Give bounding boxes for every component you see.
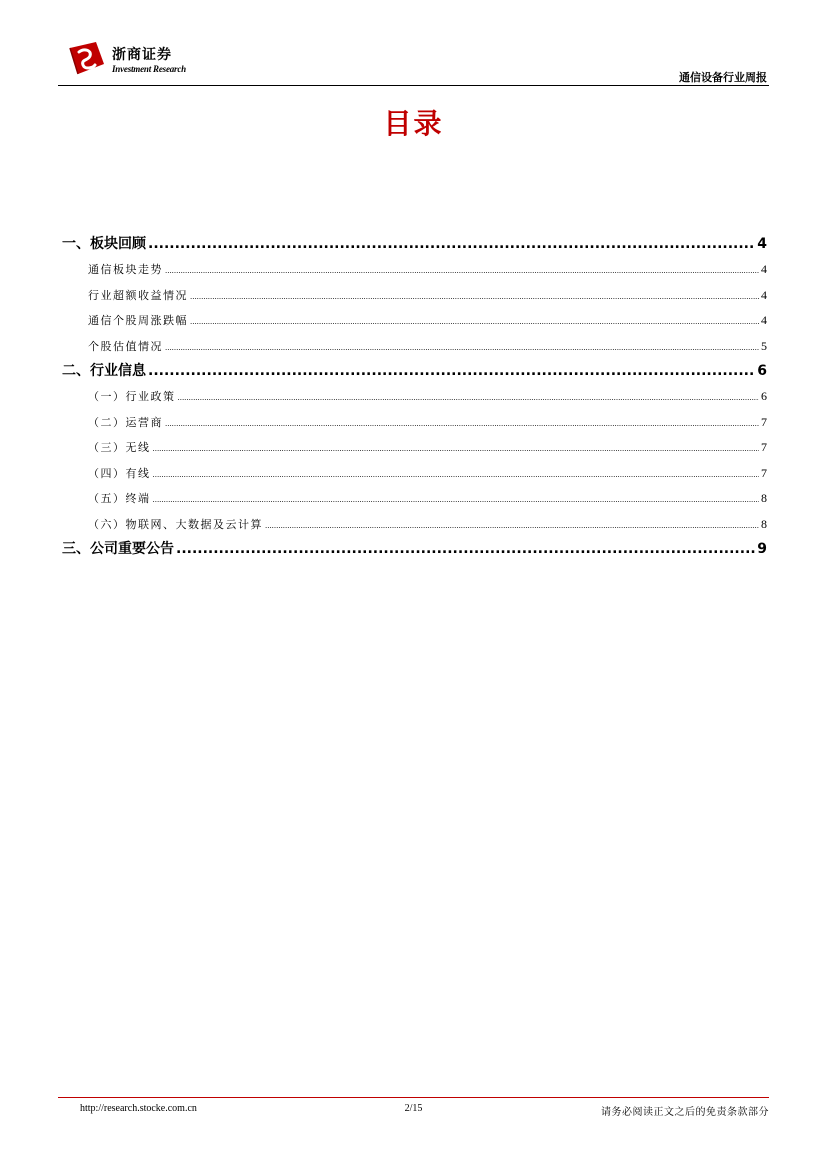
toc-entry-title: （四）有线 bbox=[88, 466, 151, 480]
toc-entry-title: （三）无线 bbox=[88, 441, 151, 454]
toc-entry-title: （五）终端 bbox=[88, 492, 151, 505]
toc-entry-title: 一、板块回顾 bbox=[62, 236, 146, 252]
toc-entry-valuation[interactable] bbox=[62, 334, 767, 360]
toc-entry-operators[interactable] bbox=[62, 410, 767, 436]
report-type: 通信设备行业周报 bbox=[679, 71, 767, 84]
toc-entry-page: 4 bbox=[757, 236, 767, 252]
toc-entry-title: （二）运营商 bbox=[88, 415, 163, 429]
toc-leader-dots bbox=[190, 285, 759, 311]
toc-leader-dots bbox=[178, 386, 760, 412]
brand-name-en: Investment Research bbox=[112, 64, 186, 74]
toc-entry-title: 行业超额收益情况 bbox=[88, 288, 188, 302]
toc-entry-weekly-change[interactable] bbox=[62, 308, 767, 334]
toc-entry-title: 二、行业信息 bbox=[62, 363, 146, 379]
toc-leader-dots bbox=[148, 232, 755, 257]
toc-entry-page: 4 bbox=[761, 287, 767, 302]
toc-entry-page: 6 bbox=[757, 363, 767, 379]
toc-leader-dots bbox=[165, 259, 759, 285]
toc-entry-page: 4 bbox=[761, 313, 767, 327]
toc-leader-dots bbox=[190, 310, 759, 336]
toc-entry-page: 7 bbox=[761, 440, 767, 454]
toc-entry-page: 8 bbox=[761, 491, 767, 505]
page-title: 目录 bbox=[383, 107, 444, 140]
footer-url-link[interactable]: http://research.stocke.com.cn bbox=[80, 1103, 197, 1114]
company-logo-icon bbox=[66, 40, 106, 76]
toc-entry-excess-return[interactable] bbox=[62, 283, 767, 309]
toc-entry-title: （六）物联网、大数据及云计算 bbox=[88, 517, 263, 531]
toc-entry-sector-trend[interactable] bbox=[62, 257, 767, 283]
toc-leader-dots bbox=[148, 359, 755, 384]
footer-divider bbox=[58, 1097, 769, 1098]
toc-entry-terminals[interactable] bbox=[62, 486, 767, 512]
toc-leader-dots bbox=[176, 537, 755, 562]
toc-leader-dots bbox=[265, 514, 759, 540]
toc-leader-dots bbox=[165, 336, 759, 362]
toc-entry-company-announcements[interactable] bbox=[62, 537, 767, 562]
toc-leader-dots bbox=[153, 437, 760, 463]
toc-entry-iot-bigdata-cloud[interactable] bbox=[62, 512, 767, 538]
toc-leader-dots bbox=[165, 412, 759, 438]
toc-entry-title: 个股估值情况 bbox=[88, 339, 163, 353]
toc-leader-dots bbox=[153, 463, 760, 489]
toc-entry-page: 9 bbox=[757, 541, 767, 557]
toc-entry-title: （一）行业政策 bbox=[88, 390, 176, 403]
header-divider bbox=[58, 85, 769, 86]
toc-entry-page: 5 bbox=[761, 338, 767, 353]
toc-entry-industry-info[interactable] bbox=[62, 359, 767, 384]
toc-entry-sector-review[interactable] bbox=[62, 232, 767, 257]
toc-entry-page: 7 bbox=[761, 414, 767, 429]
toc-entry-title: 三、公司重要公告 bbox=[62, 541, 174, 557]
footer-page-number: 2/15 bbox=[404, 1103, 423, 1114]
toc-entry-title: 通信板块走势 bbox=[88, 263, 163, 276]
toc-entry-policy[interactable] bbox=[62, 384, 767, 410]
brand-name-cn: 浙商证券 bbox=[112, 47, 172, 63]
toc-entry-wireless[interactable] bbox=[62, 435, 767, 461]
toc-entry-page: 6 bbox=[761, 389, 767, 403]
toc-entry-wired[interactable] bbox=[62, 461, 767, 487]
toc-entry-page: 8 bbox=[761, 516, 767, 531]
toc-entry-page: 7 bbox=[761, 465, 767, 480]
table-of-contents bbox=[62, 232, 767, 562]
toc-entry-title: 通信个股周涨跌幅 bbox=[88, 314, 188, 327]
footer-disclaimer: 请务必阅读正文之后的免责条款部分 bbox=[601, 1107, 769, 1118]
toc-leader-dots bbox=[153, 488, 760, 514]
toc-entry-page: 4 bbox=[761, 262, 767, 276]
